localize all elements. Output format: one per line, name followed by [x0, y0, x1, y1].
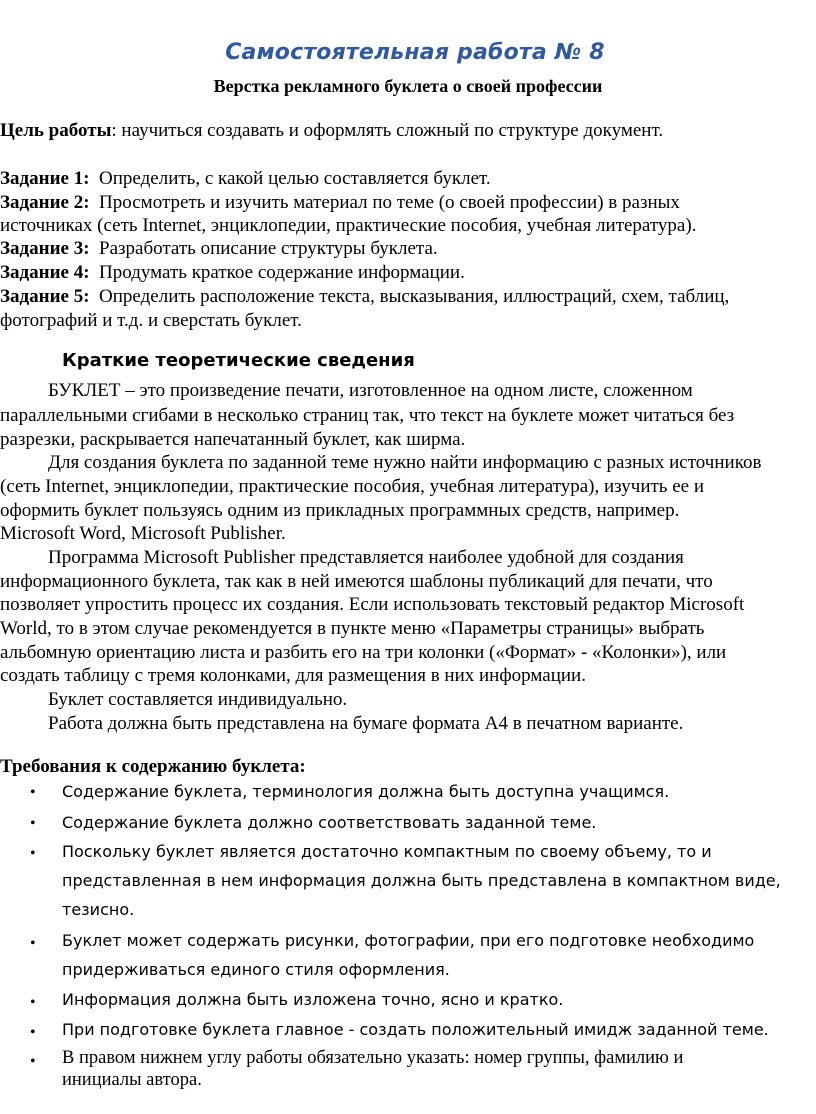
document-title: Самостоятельная работа № 8: [225, 40, 605, 65]
task-2: [0, 191, 680, 215]
task-2-cont: источниках (сеть Internet, энциклопедии, практические пособия, учебная литература).: [0, 215, 697, 236]
requirement-item: Поскольку буклет является достаточно компактным по своему объему, то и: [62, 842, 712, 861]
theory-line: создать таблицу с тремя колонками, для размещения в них информации.: [0, 665, 586, 686]
bullet-icon: •: [30, 815, 36, 832]
theory-line: Microsoft Word, Microsoft Publisher.: [0, 523, 286, 544]
theory-line: оформить буклет пользуясь одним из прикладных программных средств, например.: [0, 500, 680, 521]
task-3: [0, 237, 438, 261]
requirement-item: Содержание буклета, терминология должна быть доступна учащимся.: [62, 782, 670, 801]
task-label: Задание 1:: [0, 168, 90, 189]
theory-line: Буклет составляется индивидуально.: [48, 689, 348, 710]
theory-line: позволяет упростить процесс их создания. Если использовать текстовый редактор Microsoft: [0, 594, 745, 615]
requirement-item-cont: представленная в нем информация должна быть представлена в компактном виде,: [62, 871, 781, 890]
theory-line: информационного буклета, так как в ней имеются шаблоны публикаций для печати, что: [0, 571, 713, 592]
requirement-item: Информация должна быть изложена точно, ясно и кратко.: [62, 990, 564, 1009]
theory-line: Программа Microsoft Publisher представляется наиболее удобной для создания: [48, 547, 684, 568]
requirement-item: В правом нижнем углу работы обязательно указать: номер группы, фамилию и: [62, 1048, 684, 1068]
task-text: Разработать описание структуры буклета.: [99, 238, 438, 259]
task-label: Задание 5:: [0, 286, 90, 307]
task-text: Просмотреть и изучить материал по теме (о своей профессии) в разных: [99, 192, 680, 213]
goal-line: [0, 119, 663, 143]
requirement-item-cont: инициалы автора.: [62, 1070, 202, 1090]
task-label: Задание 4:: [0, 262, 90, 283]
bullet-icon: •: [30, 784, 36, 801]
task-text: Определить, с какой целью составляется буклет.: [99, 168, 491, 189]
document-subtitle: Верстка рекламного буклета о своей профессии: [213, 76, 603, 96]
theory-line: World, то в этом случае рекомендуется в пункте меню «Параметры страницы» выбрать: [0, 618, 705, 639]
requirements-heading: Требования к содержанию буклета:: [0, 756, 306, 777]
requirement-item: При подготовке буклета главное - создать положительный имидж заданной теме.: [62, 1020, 769, 1039]
task-text: Определить расположение текста, высказывания, иллюстраций, схем, таблиц,: [99, 286, 730, 307]
task-label: Задание 2:: [0, 192, 90, 213]
theory-line: альбомную ориентацию листа и разбить его на три колонки («Формат» - «Колонки»), или: [0, 642, 727, 663]
task-1: [0, 167, 491, 191]
requirement-item: Буклет может содержать рисунки, фотографии, при его подготовке необходимо: [62, 931, 755, 950]
bullet-icon: •: [30, 994, 36, 1011]
theory-line: разрезки, раскрывается напечатанный буклет, как ширма.: [0, 429, 466, 450]
theory-line: Для создания буклета по заданной теме нужно найти информацию с разных источников: [48, 452, 762, 473]
theory-heading: Краткие теоретические сведения: [62, 350, 415, 371]
requirement-item-cont: придерживаться единого стиля оформления.: [62, 960, 450, 979]
bullet-icon: •: [30, 1024, 36, 1041]
theory-line: БУКЛЕТ – это произведение печати, изготовленное на одном листе, сложенном: [48, 380, 693, 401]
bullet-icon: •: [30, 1053, 36, 1070]
task-label: Задание 3:: [0, 238, 90, 259]
bullet-icon: •: [30, 845, 36, 862]
requirement-item-cont: тезисно.: [62, 900, 135, 919]
bullet-icon: •: [30, 935, 36, 952]
task-text: Продумать краткое содержание информации.: [99, 262, 465, 283]
task-5-cont: фотографий и т.д. и сверстать буклет.: [0, 310, 302, 331]
goal-label: Цель работы: [0, 120, 112, 141]
task-5: [0, 285, 729, 309]
goal-text: : научиться создавать и оформлять сложный по структуре документ.: [111, 120, 664, 141]
theory-line: параллельными сгибами в несколько страниц так, что текст на буклете может читаться без: [0, 405, 735, 426]
requirement-item: Содержание буклета должно соответствовать заданной теме.: [62, 813, 597, 832]
task-4: [0, 261, 465, 285]
theory-line: Работа должна быть представлена на бумаге формата А4 в печатном варианте.: [48, 713, 684, 734]
theory-line: (сеть Internet, энциклопедии, практические пособия, учебная литература), изучить ее и: [0, 476, 705, 497]
